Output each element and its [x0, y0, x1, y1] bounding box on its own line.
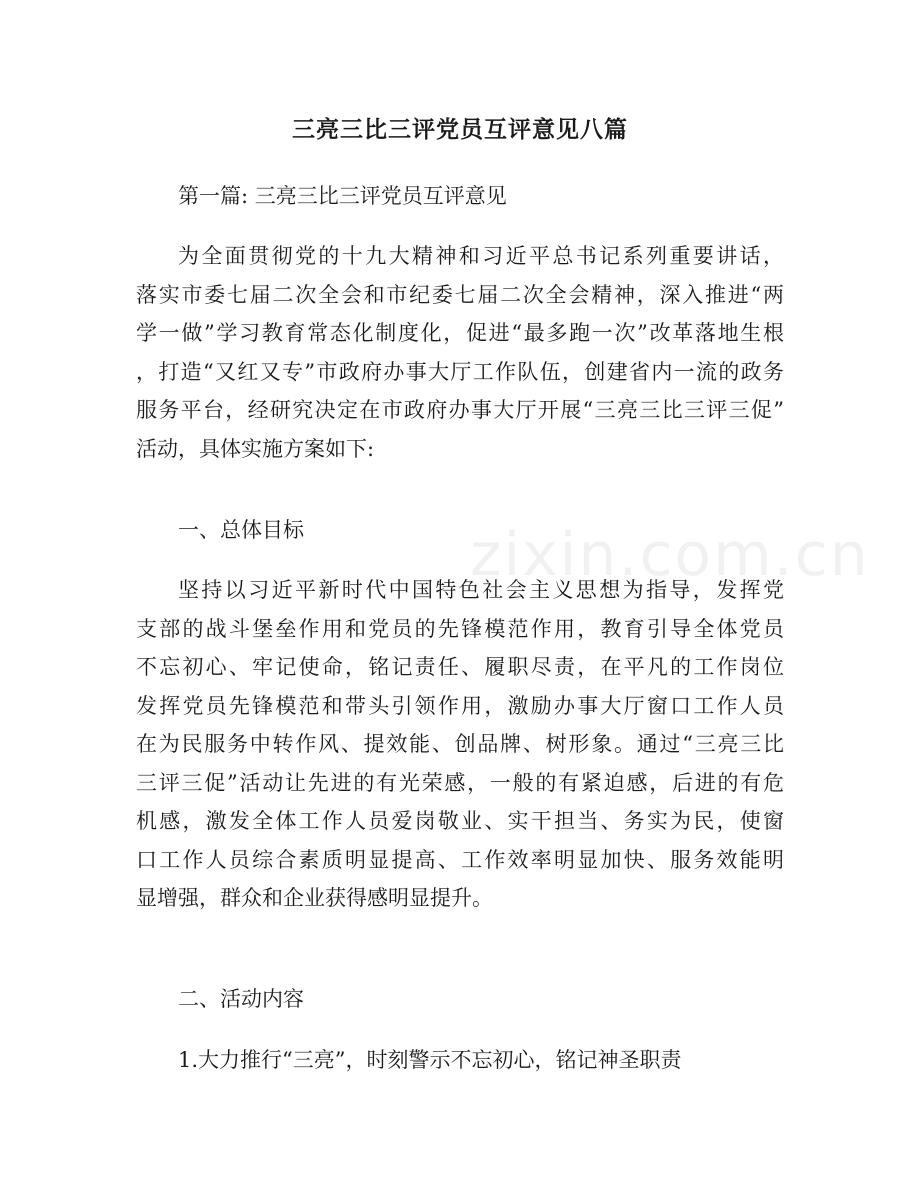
goal-heading: 一、总体目标: [178, 518, 304, 542]
section-heading: 第一篇: 三亮三比三评党员互评意见: [178, 184, 507, 208]
content-heading: 二、活动内容: [178, 987, 304, 1011]
paragraph-line: 不忘初心、牢记使命，铭记责任、履职尽责，在平凡的工作岗位: [136, 655, 784, 679]
intro-paragraph: [136, 237, 784, 468]
paragraph-line: 显增强，群众和企业获得感明显提升。: [136, 886, 493, 910]
paragraph-line: 落实市委七届二次全会和市纪委七届二次全会精神，深入推进“两: [136, 282, 784, 307]
paragraph-line: 口工作人员综合素质明显提高、工作效率明显加快、服务效能明: [136, 847, 784, 872]
paragraph-line: 机感，激发全体工作人员爱岗敬业、实干担当、务实为民，使窗: [136, 809, 784, 833]
paragraph-line: ，打造“又红又专”市政府办事大厅工作队伍，创建省内一流的政务: [136, 359, 784, 384]
goal-paragraph: [136, 571, 784, 918]
paragraph-line: 活动，具体实施方案如下:: [136, 436, 375, 461]
paragraph-line: 坚持以习近平新时代中国特色社会主义思想为指导，发挥党: [178, 578, 784, 602]
watermark: zixin.com.cn: [470, 520, 870, 590]
paragraph-line: 服务平台，经研究决定在市政府办事大厅开展“三亮三比三评三促”: [136, 398, 784, 422]
paragraph-line: 为全面贯彻党的十九大精神和习近平总书记系列重要讲话，: [178, 244, 784, 268]
paragraph-line: 发挥党员先锋模范和带头引领作用，激励办事大厅窗口工作人员: [136, 693, 784, 718]
paragraph-line: 支部的战斗堡垒作用和党员的先锋模范作用，教育引导全体党员: [136, 616, 784, 641]
paragraph-line: 在为民服务中转作风、提效能、创品牌、树形象。通过“三亮三比: [136, 732, 784, 756]
list-item-1: 1.大力推行“三亮”，时刻警示不忘初心，铭记神圣职责: [178, 1048, 682, 1072]
document-title: 三亮三比三评党员互评意见八篇: [292, 116, 628, 143]
paragraph-line: 三评三促”活动让先进的有光荣感，一般的有紧迫感，后进的有危: [136, 770, 784, 795]
paragraph-line: 学一做”学习教育常态化制度化，促进“最多跑一次”改革落地生根: [136, 321, 784, 345]
